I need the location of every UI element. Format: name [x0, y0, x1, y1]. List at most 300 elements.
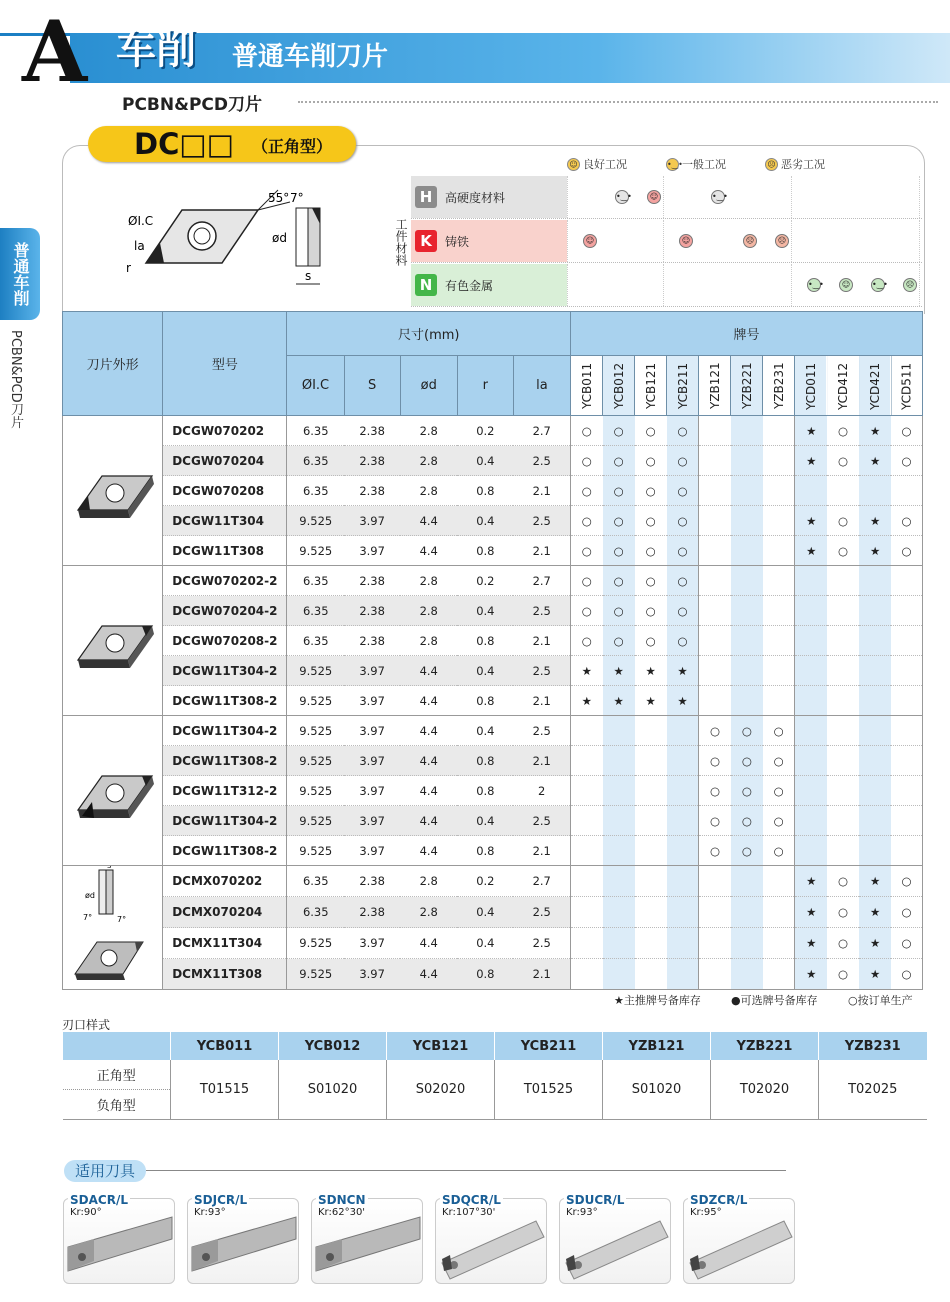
dimension-cell: 0.8 [457, 959, 513, 990]
smile-icon: ☺ [647, 190, 661, 204]
tool-name: SDUCR/L [566, 1193, 625, 1207]
table-row [63, 686, 923, 716]
dimension-cell: 3.97 [344, 928, 400, 959]
edge-value-cell: S01020 [603, 1060, 711, 1120]
tool-card[interactable] [435, 1193, 547, 1284]
grade-mark-cell [763, 446, 795, 476]
insert-dimension-diagram [118, 180, 338, 300]
edge-grade-header: YZB221 [711, 1032, 819, 1060]
dimension-cell: 2.8 [400, 446, 457, 476]
edge-style-title: 刃口样式 [62, 1018, 111, 1032]
dimension-cell: 0.2 [457, 566, 513, 596]
dimension-cell: 2.1 [513, 686, 570, 716]
grade-mark-cell: ○ [827, 506, 859, 536]
col-model-header: 型号 [163, 312, 287, 416]
material-condition-cells [567, 264, 922, 306]
grade-mark-cell [571, 836, 603, 866]
dimension-cell: 2.5 [513, 928, 570, 959]
dimension-cell: 4.4 [400, 686, 457, 716]
table-row [63, 959, 923, 990]
dimension-cell: 2.38 [344, 866, 400, 897]
dimension-cell: 2.38 [344, 476, 400, 506]
grade-mark-cell: ○ [891, 928, 922, 959]
grade-mark-cell: ○ [763, 806, 795, 836]
grade-mark-cell [891, 746, 922, 776]
grade-mark-cell: ○ [571, 506, 603, 536]
grade-mark-cell [795, 656, 827, 686]
tool-card[interactable] [63, 1193, 175, 1284]
dimension-cell: 2.5 [513, 806, 570, 836]
grade-mark-cell: ○ [699, 836, 731, 866]
grade-mark-cell [859, 476, 891, 506]
dimension-cell: 0.4 [457, 897, 513, 928]
section-title: 车削 [116, 27, 196, 73]
grade-mark-cell [795, 626, 827, 656]
model-cell: DCGW070208 [163, 476, 287, 506]
dim-header: S [344, 356, 400, 416]
table-row [63, 566, 923, 596]
grade-header: YZB221 [731, 356, 763, 416]
grade-mark-cell [763, 566, 795, 596]
material-letter-badge: N [415, 274, 437, 296]
grade-mark-cell [699, 416, 731, 446]
material-condition-cells [567, 220, 922, 262]
grade-mark-cell [635, 959, 667, 990]
dimension-cell: 2.1 [513, 476, 570, 506]
edge-grade-header: YZB121 [603, 1032, 711, 1060]
model-cell: DCGW11T304-2 [163, 716, 287, 746]
grade-mark-cell [699, 686, 731, 716]
frown-icon: ☹ [903, 278, 917, 292]
tool-card[interactable] [683, 1193, 795, 1284]
grid-line [791, 264, 792, 306]
material-name: 高硬度材料 [445, 190, 506, 205]
grade-mark-cell [731, 866, 763, 897]
grade-mark-cell: ○ [667, 566, 699, 596]
dimension-cell: 6.35 [287, 897, 344, 928]
la-label: la [134, 239, 145, 253]
grade-header: YZB121 [699, 356, 731, 416]
grade-mark-cell [859, 776, 891, 806]
dimension-cell: 2.7 [513, 866, 570, 897]
grade-mark-cell: ○ [635, 536, 667, 566]
tool-card[interactable] [187, 1193, 299, 1284]
model-cell: DCGW070202-2 [163, 566, 287, 596]
grade-mark-cell: ○ [699, 746, 731, 776]
grade-mark-cell [827, 686, 859, 716]
r-label: r [126, 261, 131, 275]
grade-mark-cell [699, 536, 731, 566]
grade-mark-cell [635, 866, 667, 897]
edge-row-label: 负角型 [63, 1090, 171, 1120]
dimension-cell: 3.97 [344, 656, 400, 686]
grade-mark-cell [795, 776, 827, 806]
table-row [63, 506, 923, 536]
grade-mark-cell: ○ [667, 626, 699, 656]
dim-header: ØI.C [287, 356, 344, 416]
grade-mark-cell [827, 626, 859, 656]
grade-header: YZB231 [763, 356, 795, 416]
d-label: ød [272, 231, 287, 245]
insert-hole-inner [194, 228, 210, 244]
legend-good: ☺ 良好工况 [567, 156, 627, 172]
dimension-cell: 4.4 [400, 716, 457, 746]
tools-divider [146, 1170, 786, 1171]
insert-shape-cell [63, 866, 163, 990]
grade-mark-cell [795, 716, 827, 746]
grade-mark-cell [763, 959, 795, 990]
grade-mark-cell: ○ [635, 566, 667, 596]
legend-mid: •‿• 一般工况 [667, 158, 726, 171]
grade-mark-cell [571, 959, 603, 990]
grade-mark-cell [731, 626, 763, 656]
grade-mark-cell: ★ [859, 928, 891, 959]
grade-mark-cell: ○ [603, 596, 635, 626]
material-name-cell [411, 220, 567, 262]
tool-name: SDACR/L [70, 1193, 128, 1207]
grade-mark-cell: ○ [827, 959, 859, 990]
edge-grade-header: YCB121 [387, 1032, 495, 1060]
edge-value-cell: T02025 [819, 1060, 927, 1120]
grade-mark-cell [763, 686, 795, 716]
grade-mark-cell [603, 746, 635, 776]
grade-mark-cell [635, 836, 667, 866]
dimension-cell: 2.1 [513, 836, 570, 866]
grade-mark-cell: ★ [859, 897, 891, 928]
tool-card[interactable] [559, 1193, 671, 1284]
dimension-cell: 2.1 [513, 746, 570, 776]
dimension-cell: 2.8 [400, 416, 457, 446]
tool-kr: Kr:62°30' [318, 1207, 366, 1218]
grade-mark-cell [667, 806, 699, 836]
angle-55-label: 55° [268, 191, 290, 205]
grid-line [663, 264, 664, 306]
tool-kr: Kr:95° [690, 1207, 722, 1218]
dimension-cell: 9.525 [287, 536, 344, 566]
dimension-cell: 9.525 [287, 806, 344, 836]
grade-mark-cell [731, 686, 763, 716]
grade-header: YCB012 [603, 356, 635, 416]
grade-mark-cell: ★ [667, 686, 699, 716]
grade-mark-cell: ★ [635, 656, 667, 686]
dimension-cell: 9.525 [287, 656, 344, 686]
svg-text:7°: 7° [82, 913, 92, 922]
dimension-cell: 4.4 [400, 536, 457, 566]
grade-header: YCD011 [795, 356, 827, 416]
grade-mark-cell [859, 626, 891, 656]
dimension-cell: 2.5 [513, 446, 570, 476]
table-row [63, 596, 923, 626]
grade-mark-cell [891, 626, 922, 656]
grade-mark-cell: ○ [603, 446, 635, 476]
legend-optional: ●可选牌号备库存 [731, 994, 818, 1007]
grade-mark-cell: ○ [827, 416, 859, 446]
side-tab[interactable]: 普通车削 [0, 228, 40, 320]
grade-mark-cell: ○ [891, 866, 922, 897]
smile-icon: ☺ [839, 278, 853, 292]
grade-mark-cell: ○ [891, 959, 922, 990]
edge-header-blank [63, 1032, 171, 1060]
grade-mark-cell [731, 596, 763, 626]
grade-mark-cell [667, 776, 699, 806]
model-cell: DCGW11T308-2 [163, 746, 287, 776]
dimension-cell: 2.5 [513, 506, 570, 536]
grade-mark-cell [699, 626, 731, 656]
dimension-cell: 0.4 [457, 716, 513, 746]
grade-mark-cell: ○ [699, 806, 731, 836]
table-row [63, 476, 923, 506]
grade-mark-cell [827, 566, 859, 596]
grade-mark-cell [603, 959, 635, 990]
col-shape-header: 刀片外形 [63, 312, 163, 416]
model-cell: DCGW070208-2 [163, 626, 287, 656]
dimension-cell: 9.525 [287, 746, 344, 776]
model-cell: DCGW11T304 [163, 506, 287, 536]
grade-mark-cell [635, 806, 667, 836]
dimension-cell: 0.8 [457, 686, 513, 716]
tools-title: 适用刀具 [64, 1160, 146, 1182]
grade-mark-cell: ○ [635, 596, 667, 626]
grade-mark-cell [667, 959, 699, 990]
legend-bad: ☹ 恶劣工况 [765, 156, 825, 172]
model-cell: DCGW11T308 [163, 536, 287, 566]
dimension-cell: 4.4 [400, 746, 457, 776]
dimension-cell: 2.38 [344, 566, 400, 596]
grid-line [567, 264, 568, 306]
dim-header: ød [400, 356, 457, 416]
grade-mark-cell: ○ [827, 446, 859, 476]
col-dims-header: 尺寸(mm) [287, 312, 571, 356]
grade-mark-cell: ○ [891, 897, 922, 928]
grade-mark-cell: ★ [603, 686, 635, 716]
model-cell: DCMX070204 [163, 897, 287, 928]
grade-mark-cell: ★ [795, 959, 827, 990]
edge-style-table [62, 1032, 927, 1120]
tool-name: SDJCR/L [194, 1193, 248, 1207]
grade-mark-cell [731, 476, 763, 506]
tool-name: SDZCR/L [690, 1193, 748, 1207]
material-name: 铸铁 [445, 234, 470, 249]
grade-mark-cell [763, 506, 795, 536]
dimension-cell: 2 [513, 776, 570, 806]
dimension-cell: 9.525 [287, 506, 344, 536]
grade-mark-cell: ○ [731, 716, 763, 746]
grade-mark-cell: ★ [795, 928, 827, 959]
dimension-cell: 3.97 [344, 959, 400, 990]
insert-code: DC□□ [134, 127, 235, 161]
grade-mark-cell [603, 776, 635, 806]
frown-icon: ☹ [765, 158, 778, 171]
material-row-h [411, 176, 922, 219]
material-letter-badge: H [415, 186, 437, 208]
grade-header: YCB121 [635, 356, 667, 416]
grade-mark-cell: ○ [667, 446, 699, 476]
grade-mark-cell [731, 928, 763, 959]
grade-mark-cell [891, 656, 922, 686]
table-row [63, 746, 923, 776]
table-row [63, 866, 923, 897]
dimension-cell: 3.97 [344, 806, 400, 836]
grade-mark-cell [763, 897, 795, 928]
grid-line [663, 220, 664, 262]
grade-mark-cell [891, 686, 922, 716]
grade-mark-cell: ○ [731, 806, 763, 836]
grade-mark-cell [795, 596, 827, 626]
table-row [63, 626, 923, 656]
grade-mark-cell [891, 806, 922, 836]
grade-mark-cell [859, 566, 891, 596]
edge-value-cell: T01525 [495, 1060, 603, 1120]
table-row [63, 897, 923, 928]
grade-mark-cell [699, 596, 731, 626]
grade-mark-cell [859, 746, 891, 776]
edge-grade-header: YCB011 [171, 1032, 279, 1060]
material-row-n [411, 264, 922, 307]
grid-line [567, 176, 568, 218]
legend-recommended: ★主推牌号备库存 [614, 994, 701, 1007]
grade-mark-cell: ○ [763, 716, 795, 746]
material-letter-badge: K [415, 230, 437, 252]
grid-line [663, 176, 664, 218]
dimension-cell: 4.4 [400, 656, 457, 686]
section-subtitle: 普通车削刀片 [232, 42, 389, 72]
model-cell: DCMX070202 [163, 866, 287, 897]
grade-mark-cell [795, 746, 827, 776]
grade-mark-cell [827, 716, 859, 746]
grade-mark-cell [731, 897, 763, 928]
grade-mark-cell: ○ [667, 506, 699, 536]
grade-mark-cell [699, 866, 731, 897]
grade-mark-cell [699, 476, 731, 506]
grade-mark-cell: ○ [571, 446, 603, 476]
grade-mark-cell: ○ [571, 566, 603, 596]
model-cell: DCGW11T308-2 [163, 836, 287, 866]
neutral-face-icon: •‿• [871, 278, 885, 292]
dimension-cell: 0.2 [457, 866, 513, 897]
model-cell: DCMX11T308 [163, 959, 287, 990]
grade-mark-cell [603, 928, 635, 959]
grade-mark-cell [795, 836, 827, 866]
grade-mark-cell [859, 656, 891, 686]
grade-mark-cell [763, 476, 795, 506]
dim-header: la [513, 356, 570, 416]
grade-mark-cell [891, 596, 922, 626]
grade-mark-cell: ○ [763, 746, 795, 776]
dimension-cell: 2.5 [513, 897, 570, 928]
grade-mark-cell: ○ [667, 596, 699, 626]
grade-mark-cell [763, 626, 795, 656]
insert-shape-cell [63, 566, 163, 716]
grade-mark-cell [699, 446, 731, 476]
grade-mark-cell: ○ [635, 506, 667, 536]
grade-mark-cell [731, 959, 763, 990]
angle-7-label: 7° [290, 191, 304, 205]
grade-mark-cell [795, 806, 827, 836]
tool-name: SDNCN [318, 1193, 366, 1207]
dimension-cell: 0.8 [457, 476, 513, 506]
grade-mark-cell [603, 897, 635, 928]
grade-mark-cell: ○ [571, 476, 603, 506]
dimension-cell: 0.4 [457, 506, 513, 536]
neutral-face-icon: •‿• [711, 190, 725, 204]
dimension-cell: 3.97 [344, 536, 400, 566]
grade-mark-cell: ★ [859, 959, 891, 990]
grid-line [791, 176, 792, 218]
dimension-cell: 2.1 [513, 959, 570, 990]
dimension-cell: 0.8 [457, 626, 513, 656]
dimension-cell: 4.4 [400, 506, 457, 536]
grade-mark-cell: ○ [571, 626, 603, 656]
dimension-cell: 2.8 [400, 897, 457, 928]
insert-spec-table [62, 311, 923, 990]
tool-card[interactable] [311, 1193, 423, 1284]
dimension-cell: 2.7 [513, 566, 570, 596]
grade-mark-cell [571, 897, 603, 928]
insert-type-pill [88, 126, 356, 162]
grade-mark-cell: ○ [763, 776, 795, 806]
grade-mark-cell: ○ [699, 716, 731, 746]
grade-mark-cell [827, 656, 859, 686]
grade-header: YCD421 [859, 356, 891, 416]
table-row [63, 416, 923, 446]
dimension-cell: 4.4 [400, 806, 457, 836]
svg-text:ød: ød [84, 891, 95, 900]
grade-mark-cell: ★ [603, 656, 635, 686]
edge-grade-header: YCB012 [279, 1032, 387, 1060]
grade-mark-cell [827, 806, 859, 836]
table-row [63, 806, 923, 836]
dimension-cell: 2.1 [513, 626, 570, 656]
grid-line [919, 264, 920, 306]
grade-mark-cell [891, 476, 922, 506]
dimension-cell: 9.525 [287, 716, 344, 746]
grade-mark-cell [667, 928, 699, 959]
grade-header: YCD412 [827, 356, 859, 416]
dimension-cell: 2.38 [344, 446, 400, 476]
grade-mark-cell: ★ [795, 536, 827, 566]
grade-mark-cell [763, 596, 795, 626]
svg-text:7°: 7° [116, 915, 126, 924]
dimension-cell: 3.97 [344, 506, 400, 536]
grade-mark-cell [571, 716, 603, 746]
materials-label: 工件材料 [394, 218, 408, 266]
grade-mark-cell [603, 866, 635, 897]
grade-mark-cell [859, 686, 891, 716]
edge-row-label: 正角型 [63, 1060, 171, 1090]
grade-mark-cell [699, 959, 731, 990]
table-row [63, 536, 923, 566]
grid-line [791, 220, 792, 262]
grade-mark-cell: ○ [603, 536, 635, 566]
material-row-k [411, 220, 922, 263]
dimension-cell: 6.35 [287, 596, 344, 626]
frown-icon: ☹ [775, 234, 789, 248]
dimension-cell: 0.2 [457, 416, 513, 446]
grade-mark-cell [667, 866, 699, 897]
grade-mark-cell [571, 746, 603, 776]
dimension-cell: 9.525 [287, 776, 344, 806]
grade-mark-cell: ○ [827, 866, 859, 897]
dimension-cell: 2.38 [344, 416, 400, 446]
grade-mark-cell [731, 416, 763, 446]
dimension-cell: 4.4 [400, 836, 457, 866]
material-condition-cells [567, 176, 922, 218]
grade-mark-cell: ★ [667, 656, 699, 686]
category-divider [298, 101, 938, 103]
grade-mark-cell: ○ [891, 446, 922, 476]
grade-mark-cell [635, 746, 667, 776]
grade-mark-cell [571, 806, 603, 836]
